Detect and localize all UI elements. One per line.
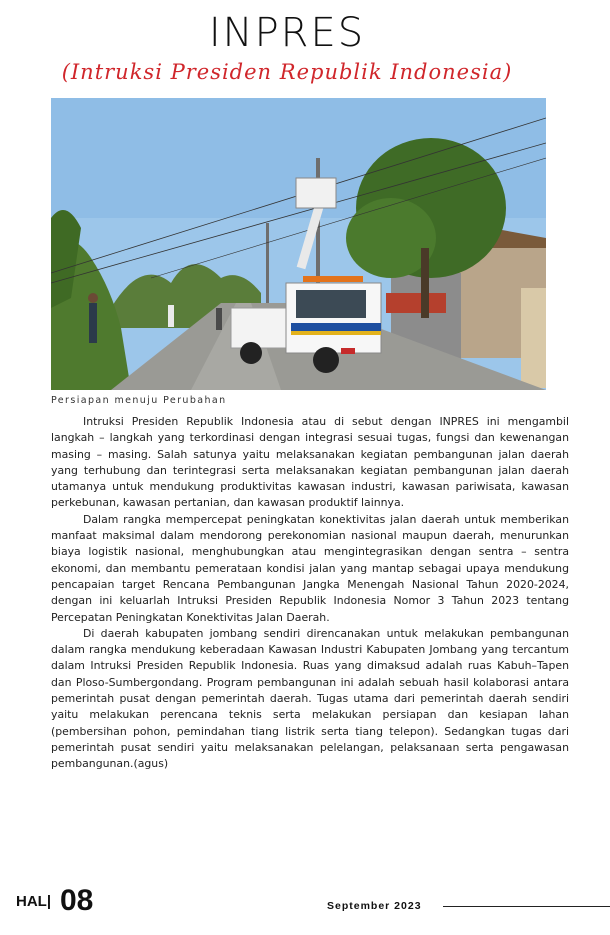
roadwork-photo-illustration	[51, 98, 546, 390]
article-paragraph: Intruksi Presiden Republik Indonesia atau di sebut dengan INPRES ini mengambil langkah – langkah yang terkordinasi dengan integrasi sesuai tugas, fungsi dan kewenangan masing – masing. Salah satunya yaitu melaksanakan kegiatan pembangunan jalan daerah yang terhubung dan terintegrasi serta melaksanakan kegiatan pembangunan jalan daerah utamanya untuk mendukung produktivitas kawasan industri, kawasan pariwisata, kawasan perkebunan, kawasan pertanian, dan kawasan produktif lainnya.	[51, 415, 569, 510]
footer-rule	[443, 906, 610, 907]
article-paragraph: Dalam rangka mempercepat peningkatan konektivitas jalan daerah untuk memberikan manfaat maksimal dalam mendorong perekonomian nasional maupun daerah, menurunkan biaya logistik nasional, menghubungkan atau mengintegrasikan dengan sentra – sentra ekonomi, dan membantu pemerataan kondisi jalan yang mantap sebagai upaya mendukung pencapaian target Rencana Pembangunan Jangka Menengah Nasional Tahun 2020-2024, dengan ini keluarlah Intruksi Presiden Republik Indonesia Nomor 3 Tahun 2023 tentang Percepatan Peningkatan Konektivitas Jalan Daerah.	[51, 512, 569, 624]
article-photo	[51, 98, 546, 390]
article-body	[51, 414, 569, 773]
issue-date: September 2023	[327, 900, 422, 912]
page-subtitle: (Intruksi Presiden Republik Indonesia)	[61, 60, 513, 84]
photo-caption: Persiapan menuju Perubahan	[51, 395, 227, 406]
page-number: 08	[60, 884, 94, 917]
page-label: HAL|	[16, 893, 52, 910]
article-paragraph: Di daerah kabupaten jombang sendiri direncanakan untuk melakukan pembangunan dalam rangka mendukung keberadaan Kawasan Industri Kabupaten Jombang yang tercantum dalam Intruksi Presiden Republik Indonesia. Ruas yang dimaksud adalah ruas Kabuh–Tapen dan Ploso-Sumbergondang. Program pembangunan ini adalah sebuah hasil kolaborasi antara pemerintah pusat dengan pemerintah daerah. Tugas utama dari pemerintah daerah sendiri yaitu melakukan perencana teknis serta melakukan persiapan dan kesiapan lahan (pembersihan pohon, pemindahan tiang listrik serta tiang telepon). Sedangkan tugas dari pemerintah pusat sendiri yaitu melaksanakan pelelangan, pelaksanaan serta pengawasan pembangunan.(agus)	[51, 626, 569, 771]
page-title: INPRES	[208, 10, 366, 56]
